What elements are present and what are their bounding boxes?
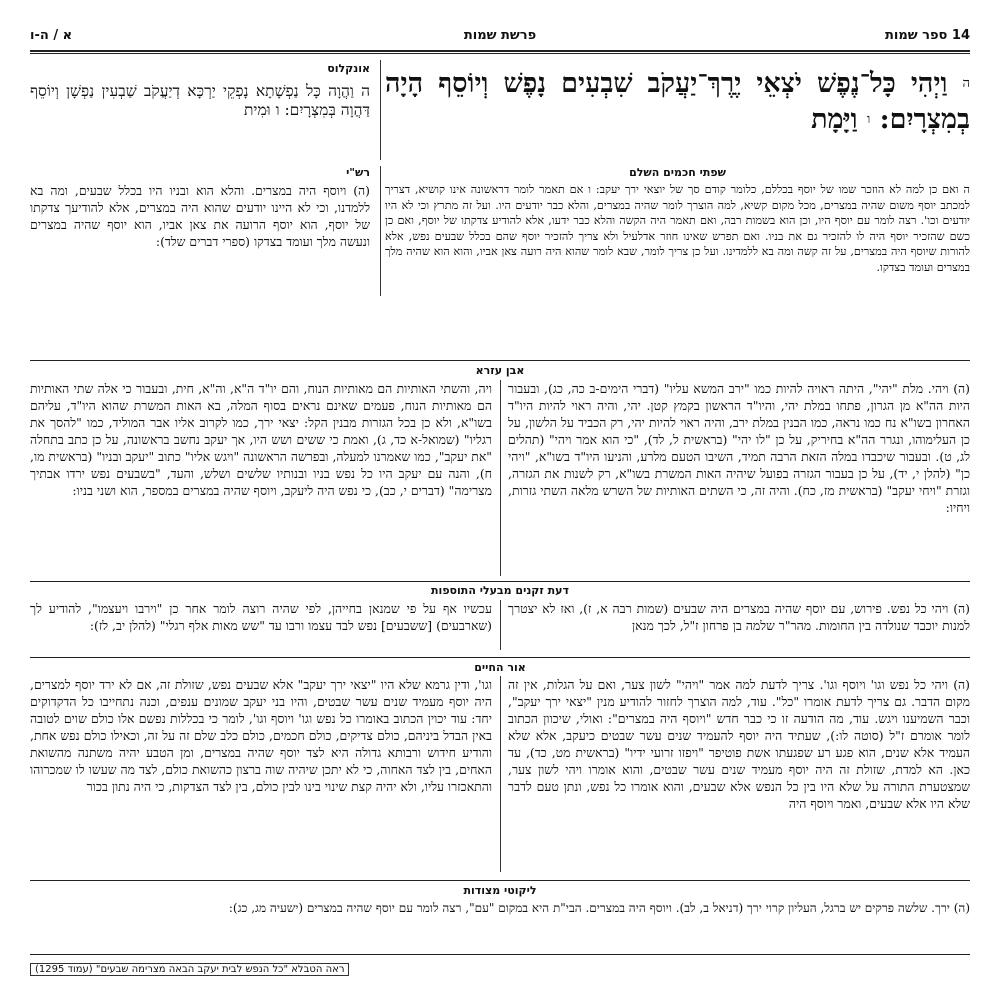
daat-zekenim-title: דעת זקנים מבעלי התוספות [431, 584, 569, 597]
section-rule [30, 657, 970, 658]
parasha-name: פרשת שמות [463, 28, 537, 43]
section-rule [30, 360, 970, 361]
footer-note-text: ראה הטבלא "כל הנפש לבית יעקב הבאה מצרימה שבעים" (עמוד 1295) [30, 963, 349, 976]
section-rule [30, 581, 970, 582]
ibn-ezra-text-left: ויה, והשתי האותיות הם מאותיות הנוח, והם יו"ד ה"א, וה"א, חית, ובעבור כי אלה שתי האותיות הם מאותיות הנוח, פעמים שאינם נראים בסוף המלה, בא האות המשרת שהוא היו"ד, עליהם בשו"א, ולא כן בכל הגזרות מבנין הקל: יצאי ירך, כמו לקרוב אליו אבר המוליד, כמו "להסך את רגליו" (שמואל-א כד, ג), ואמת כי ששים ושש היו, אך יעקב נחשב בראשונה, על כן כתב בתחלה "את יעקב", כמו שאמרנו למעלה, ובפרשה הראשונה "ויגש אליו" כתוב "יעקב ובניו" (בראשית מו, ח), והנה עם יעקב היו כל נפש בניו ובנותיו שלשים ושלש, והעד, "בשבעים נפש ירדו אבתיך מצרימה" (דברים י, כב), כי נפש היה ליעקב, ויוסף שהיה במצרים במספר, הוא ושני בניו: [30, 381, 492, 498]
rashi-title: רש"י [346, 166, 370, 179]
or-hachaim-text-left: וגו', ודין גרמא שלא היו "יצאי ירך יעקב" אלא שבעים נפש, שזולת זה, אם לא ירד יוסף למצרים, היה יוסף מעמיד שנים עשר שבטים, והיו בני יעקב שמונים ענפים, וכנה נתחייבו כל הדקדוקים יחד: עוד יכוין הכתוב באומרו כל נפש וגו' ויוסף וגו', לומר כי בכללות נפשם אלו כולם שוים לטובה באין הבדל ביניהם, כולם צדיקים, כולם חכמים, כולם כלב שלם זה על זה, וכאילו כולם נפש אחת, והודיע חידוש ורבותא גדולה היא לצד יוסף שהיה במצרים, ומן הטבע יהיה משתנה מהשואת האחים, בין לצד האחוה, כי לא יתכן שיהיה שוה ברצון כהשואת כולם, לצד מה שעשו לו שמכרוהו והתאכזרו עליו, ולא יהיה קצת שינוי בינו לבין כולם, בין לצד הצדקות, כי היה נתון בכור [30, 677, 492, 794]
ibn-ezra-title: אבן עזרא [475, 364, 525, 377]
shitei-title: שפתי חכמים השלם [629, 166, 726, 179]
running-header [30, 28, 970, 46]
header-rule [30, 50, 970, 52]
daat-zekenim-text-right: (ה) ויהי כל נפש. פירוש, עם יוסף שהיה במצרים היה שבעים (שמות רבה א, ז), ואז לא יצטרך למנות יוכבד שנולדה בין החומות. מהר"ר שלמה בן פרחון ז"ל, לכך מנאן [508, 601, 970, 633]
daat-zekenim-text-left: עכשיו אף על פי שמנאן בחייהן, לפי שהיה רוצה לומר אחר כן "וירבו ויעצמו", להודיע לך (שארבעים) [ששבעים] נפש לבד עצמו ורבו עד "שש מאות אלף רגלי" (להלן יב, לז): [30, 601, 492, 633]
footer-note [30, 964, 970, 975]
page [30, 0, 970, 1000]
torah-verse [385, 66, 970, 138]
verse-number: ה [962, 76, 970, 91]
page-number-book: 14 ספר שמות [885, 28, 970, 43]
section-rule [30, 880, 970, 881]
likutei-metzudot-text: (ה) ירך. שלשה פרקים יש ברגל, העליון קרוי ירך (דניאל ב, לב). ויוסף היה במצרים. הבי"ת היא במקום "עם", רצה לומר עם יוסף שהיה במצרים (ישעיה מג, כג): [228, 901, 970, 915]
or-hachaim-text-right: (ה) ויהי כל נפש וגו' ויוסף וגו'. צריך לדעת למה אמר "ויהי" לשון צער, ואם על הגלות, אין זה מקום הדבר. גם צריך לדעת אומרו "כל". עוד, למה הוצרך לחזור להודיע מנין "יצאי ירך יעקב", וכבר השמיענו ויגש. עוד, מה הודעה זו כי כבר חדש "ויוסף היה במצרים": ואולי, שיכוון הכתוב לומר אומרם ז"ל (סוטה לו:), שעתיד היה יוסף להעמיד שנים עשר שבטים כיעקב, אלא שלא העמיד אלא שנים, הוא פגע רע שפגעתו אשת פוטיפר "ויפזו זרועי ידיו" (בראשית מט, כד), עד כאן. הא למדת, שזולת זה היה יוסף מעמיד שנים עשר שבטים, והוא אומרו ויהי לשון צער, שמצטערת התורה על שלא היו בין כל הנפש אלא שבעים, והוא אומרו כל נפש, ונתן טעם לדבר שלא היו אלא שבעים, ואמר ויוסף היה [508, 677, 970, 811]
rashi-text: (ה) ויוסף היה במצרים. והלא הוא ובניו היו בכלל שבעים, ומה בא ללמדנו, וכי לא היינו יודעים שהוא היה במצרים, אלא להודיעך צדקתו של יוסף, הוא יוסף הרועה את צאן אביו, הוא יוסף שהיה במצרים ונעשה מלך ועומד בצדקו (ספרי דברים שלד): [30, 183, 370, 249]
onkelos-title: אונקלוס [327, 62, 370, 75]
or-hachaim-title: אור החיים [474, 661, 526, 674]
column-divider [500, 380, 501, 576]
likutei-metzudot-title: ליקוטי מצודות [463, 884, 537, 897]
verse-text: וַיְהִי כָּל־נֶפֶשׁ יֹצְאֵי יֶרֶךְ־יַעֲקֹב שִׁבְעִים נָפֶשׁ וְיוֹסֵף הָיָה בְמִצְרָיִם: [385, 68, 970, 135]
ibn-ezra-text-right: (ה) ויהי. מלת "יהי", היתה ראויה להיות כמו "ירב המשא עליו" (דברי הימים-ב כה, כג), ובעבור היות הה"א מן הגרון, פתחו במלת יהי, והיו"ד הראשון בקמץ קטן. יהי, והיה ראוי להיות היו"ד האחרון בשו"א נח כמו נראה, כמו הבנין במלת ירב, והיה ראוי להיות יהי, רק הכביד על הלשון, על כן העלימוהו, ונגרר הה"א בחיריק, על כן "לו יהי" (בראשית ל, לד), "כי הוא אמר ויהי" (תהלים לג, ט). ובעבור שיכבדו במלה הזאת הרבה תמיד, השיבו הטעם מלרע, והניעו היו"ד בשו"א, "ויהי כן" (להלן י, יד), על כן בעבור הגזרה בפועל שיהיה האות המשרת בשו"א, רק לשנות את הגזרה, וגזרת "ויחי יעקב" (בראשית מז, כח). והיה זה, כי השתים האותיות של השרש מלאה השתי גזרות, ויחיו: [508, 381, 970, 515]
shitei-text: ה ואם כן למה לא הוזכר שמו של יוסף בכללם, כלומר קודם סך של יוצאי ירך יעקב: ו אם תאמר לומר דראשונה אינו קושיא, דצריך למכתב יוסף משום שהיה במצרים, מכל מקום קשיא, למה הוצרך לומר שהיה במצרים, והלא כבר יודעים היו. ועל זה מתרץ וכי לא היו יודעים וכו'. רצה לומר עם יוסף היו, וכן הוא בשמות רבה, ואם תאמר היה הקשה והלא כבר ידעו, אלא להודיע צדקתו של יוסף, ואם כן כשם שהזכיר יוסף היה לו להזכיר גם את בניו. ואם תפרש שאינו חוזר אדלעיל ולא צריך להזכיר יוסף שהם בכלל שבעים נפש, אלא להורות שיוסף היה במצרים, על זה קשה ומה בא ללמדינו. ועל כן צריך לומר, שבא לומר שהוא היה רועה צאן אביו, והוא הוא שהיה מלך במצרים ועומד בצדקו. [385, 183, 970, 274]
chapter-verse-ref: א / ה-ו [30, 28, 73, 43]
column-divider [380, 60, 381, 160]
verse-number: ו [866, 112, 871, 127]
column-divider [380, 166, 381, 296]
header-rule-thin [30, 53, 970, 54]
section-rule [30, 954, 970, 955]
column-divider [500, 676, 501, 872]
column-divider [500, 600, 501, 650]
verse-text: וַיָּמָת [811, 104, 858, 135]
onkelos-text: ה וַהֲוָה כָּל נַפְשָׁתָא נָפְקֵי יַרְכָּא דְיַעֲקֹב שַׁבְעִין נַפְשָׁן וְיוֹסֵף דַּהֲוָה בְּמִצְרָיִם: ו וּמִית [30, 82, 370, 119]
